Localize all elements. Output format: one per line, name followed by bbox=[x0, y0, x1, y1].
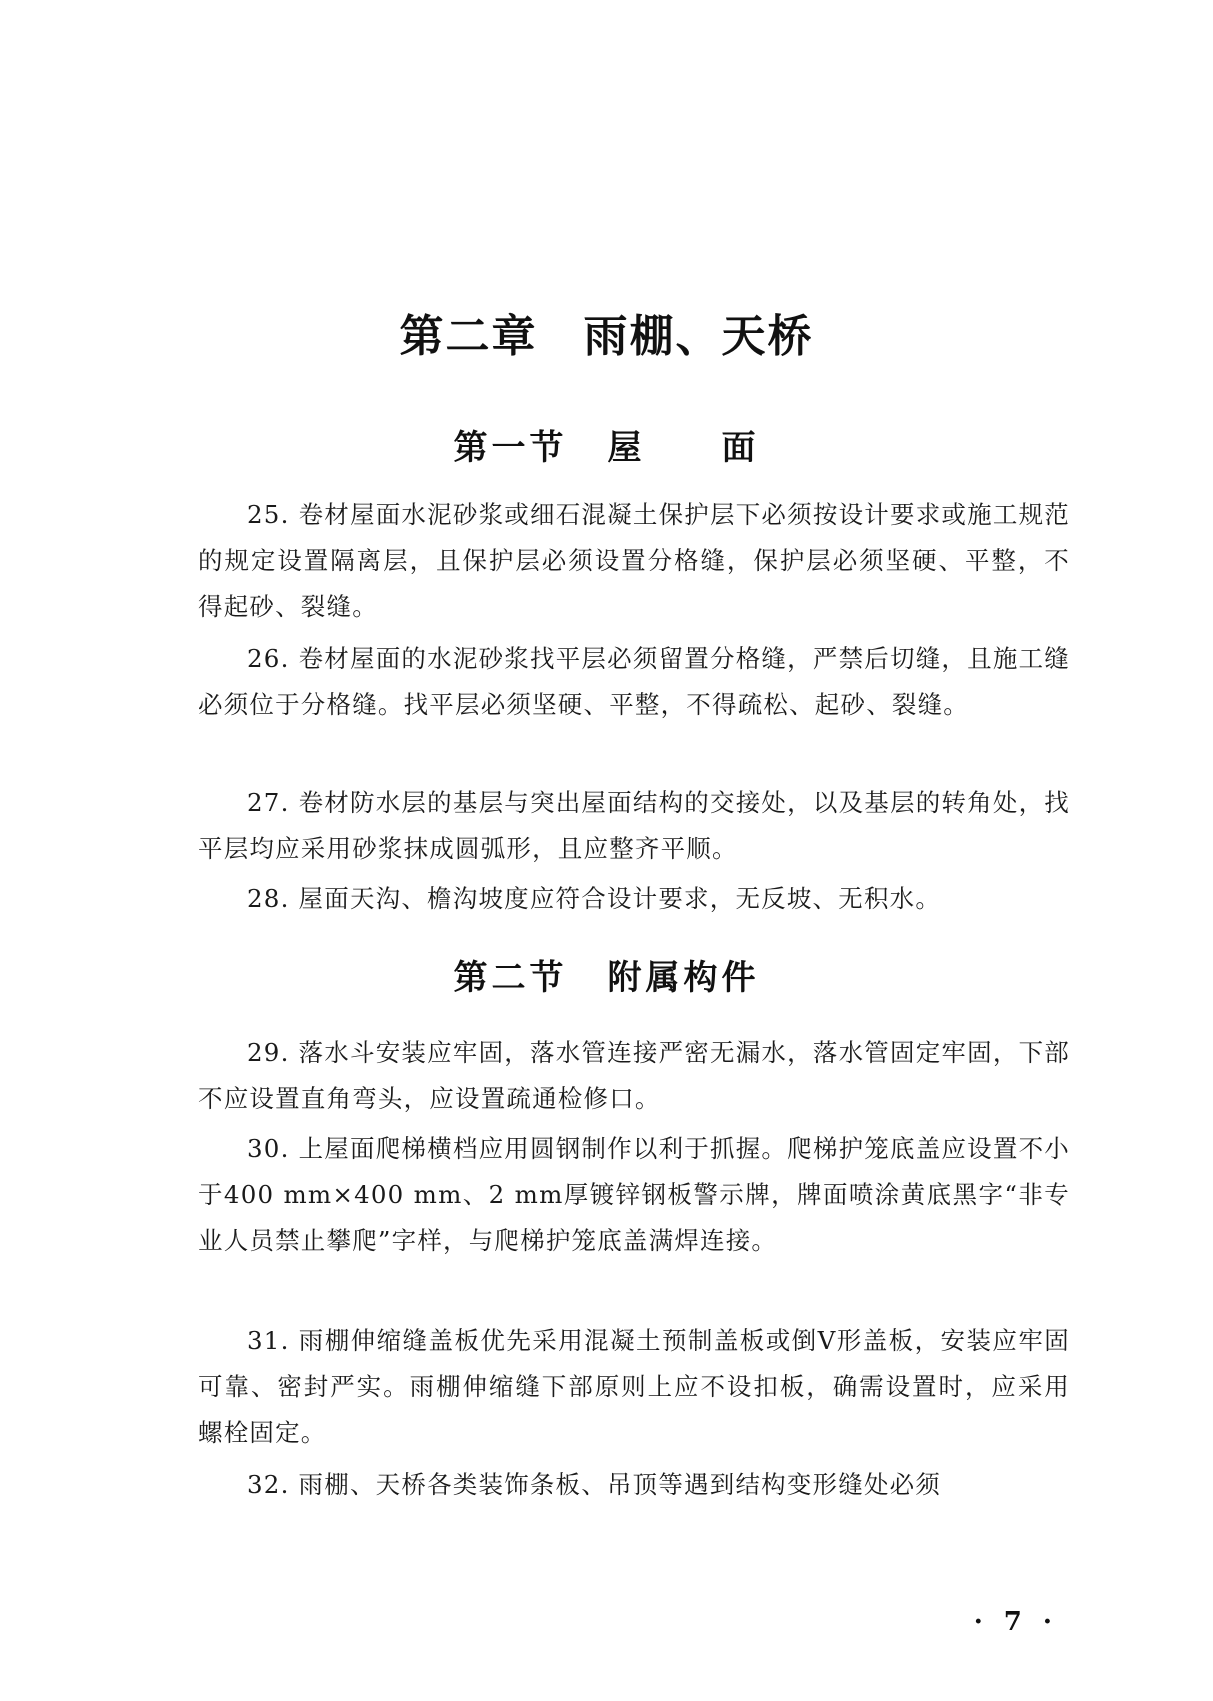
paragraph-31: 31. 雨棚伸缩缝盖板优先采用混凝土预制盖板或倒V形盖板，安装应牢固可靠、密封严实。雨棚伸缩缝下部原则上应不设扣板，确需设置时，应采用螺栓固定。 bbox=[198, 1326, 1070, 1447]
section-title-fittings bbox=[0, 950, 1213, 999]
paragraph-29: 29. 落水斗安装应牢固，落水管连接严密无漏水，落水管固定牢固，下部不应设置直角弯头，应设置疏通检修口。 bbox=[198, 1038, 1070, 1113]
page-number: · 7 · bbox=[973, 1607, 1058, 1637]
paragraph-27: 27. 卷材防水层的基层与突出屋面结构的交接处，以及基层的转角处，找平层均应采用砂浆抹成圆弧形，且应整齐平顺。 bbox=[198, 788, 1070, 863]
section-name: 屋 面 bbox=[607, 428, 760, 468]
chapter-title: 第二章 雨棚、天桥 bbox=[399, 311, 814, 362]
paragraph-30: 30. 上屋面爬梯横档应用圆钢制作以利于抓握。爬梯护笼底盖应设置不小于400 mm×400 mm、2 mm厚镀锌钢板警示牌，牌面喷涂黄底黑字“非专业人员禁止攀爬”字样，与爬梯护笼底盖满焊连接。 bbox=[198, 1134, 1070, 1255]
section-number: 第二节 bbox=[453, 958, 568, 998]
paragraph-32: 32. 雨棚、天桥各类装饰条板、吊顶等遇到结构变形缝处必须 bbox=[247, 1470, 942, 1499]
section-title-roof bbox=[0, 420, 1213, 469]
paragraph-25: 25. 卷材屋面水泥砂浆或细石混凝土保护层下必须按设计要求或施工规范的规定设置隔离层，且保护层必须设置分格缝，保护层必须坚硬、平整，不得起砂、裂缝。 bbox=[198, 500, 1070, 621]
paragraph-26: 26. 卷材屋面的水泥砂浆找平层必须留置分格缝，严禁后切缝，且施工缝必须位于分格缝。找平层必须坚硬、平整，不得疏松、起砂、裂缝。 bbox=[198, 644, 1070, 719]
section-number: 第一节 bbox=[453, 428, 568, 468]
section-name: 附属构件 bbox=[607, 958, 760, 998]
paragraph-28: 28. 屋面天沟、檐沟坡度应符合设计要求，无反坡、无积水。 bbox=[247, 884, 942, 913]
